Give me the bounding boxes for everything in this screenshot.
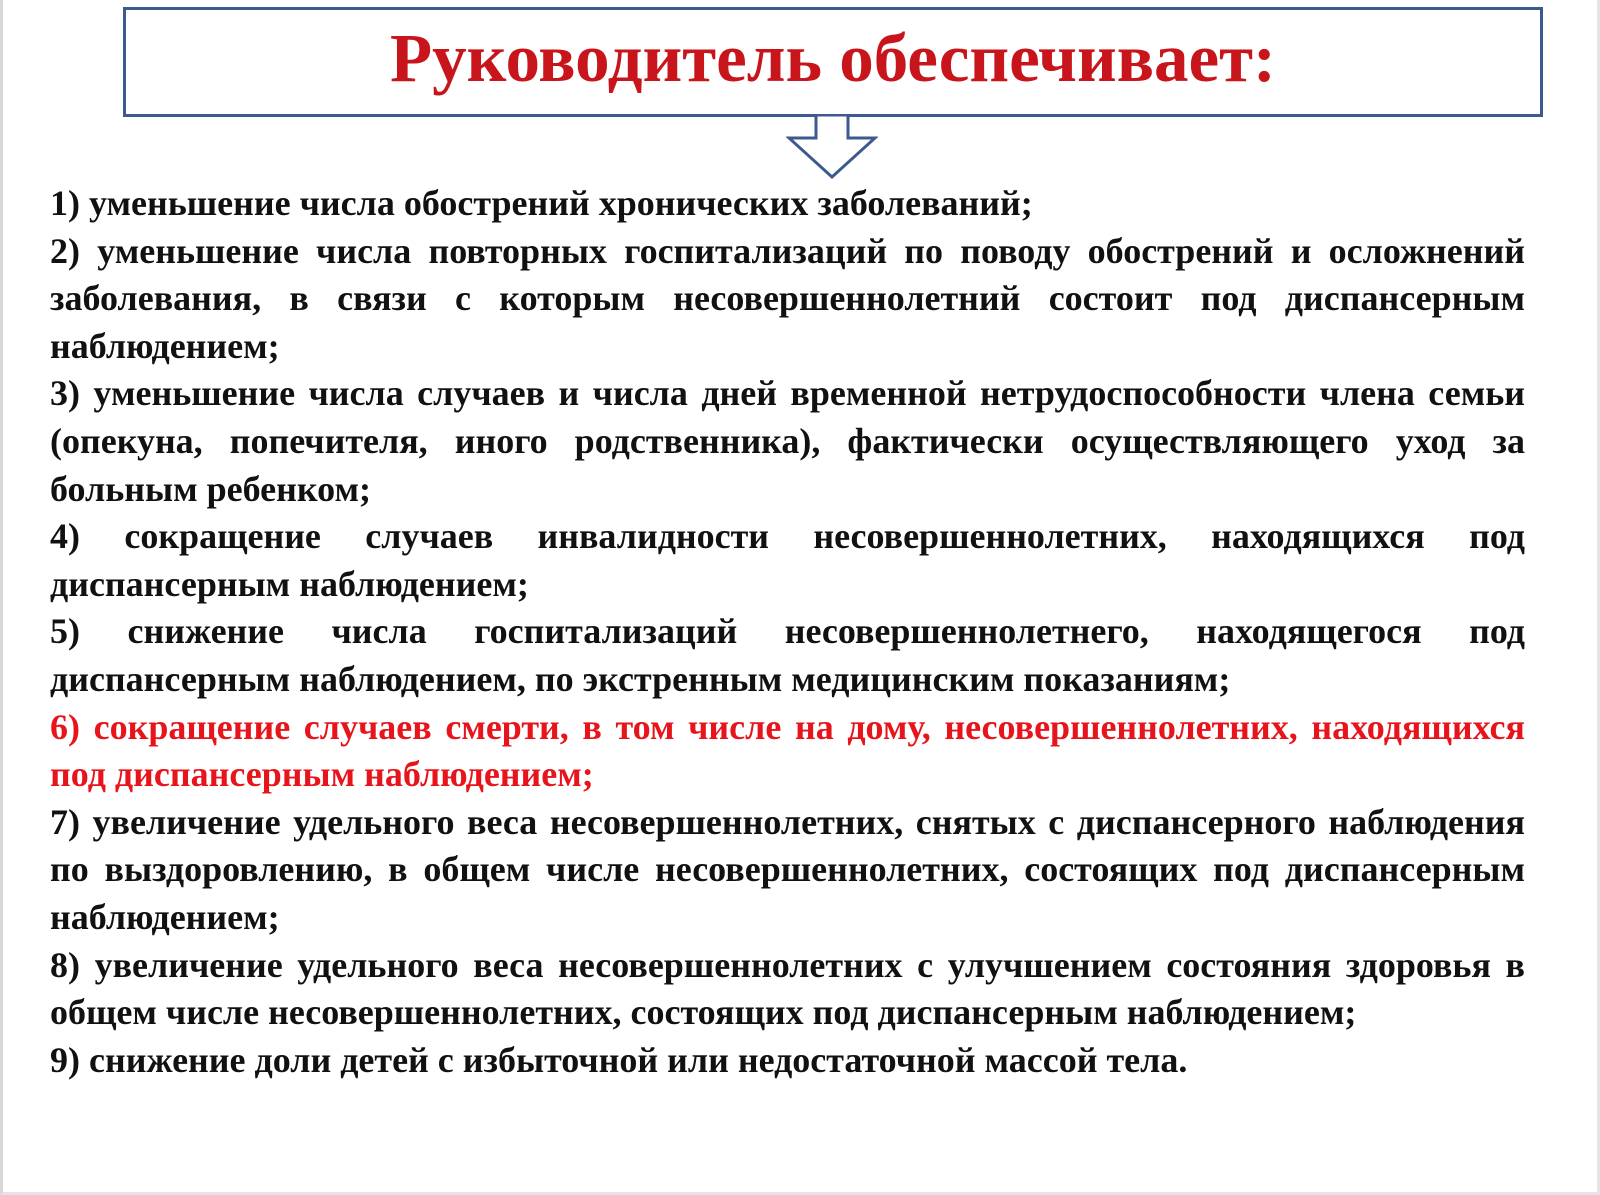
down-arrow-icon <box>786 114 878 180</box>
list-item-5: 5) снижение числа госпитализаций несовершеннолетнего, находящегося под диспансерным наблюдением, по экстренным медицинским показаниям; <box>50 611 1525 699</box>
title-box <box>123 7 1543 117</box>
list-item-7: 7) увеличение удельного веса несовершеннолетних, снятых с диспансерного наблюдения по выздоровлению, в общем числе несовершеннолетних, состоящих под диспансерным наблюдением; <box>50 801 1525 937</box>
list-item-3: 3) уменьшение числа случаев и числа дней временной нетрудоспособности члена семьи (опекуна, попечителя, иного родственника), фактически осуществляющего уход за больным ребенком; <box>50 373 1525 509</box>
list-item-4: 4) сокращение случаев инвалидности несовершеннолетних, находящихся под диспансерным наблюдением; <box>50 516 1525 604</box>
responsibility-list <box>50 180 1525 1084</box>
list-item-9: 9) снижение доли детей с избыточной или недостаточной массой тела. <box>50 1039 1188 1080</box>
list-item-1: 1) уменьшение числа обострений хронических заболеваний; <box>50 183 1033 223</box>
list-item-6-highlighted: 6) сокращение случаев смерти, в том числе на дому, несовершеннолетних, находящихся под диспансерным наблюдением; <box>50 706 1525 795</box>
list-item-8: 8) увеличение удельного веса несовершеннолетних с улучшением состояния здоровья в общем числе несовершеннолетних, состоящих под диспансерным наблюдением; <box>50 944 1525 1033</box>
slide-title: Руководитель обеспечивает: <box>390 20 1276 96</box>
list-item-2: 2) уменьшение числа повторных госпитализаций по поводу обострений и осложнений заболевания, в связи с которым несовершеннолетний состоит под диспансерным наблюдением; <box>50 230 1525 366</box>
